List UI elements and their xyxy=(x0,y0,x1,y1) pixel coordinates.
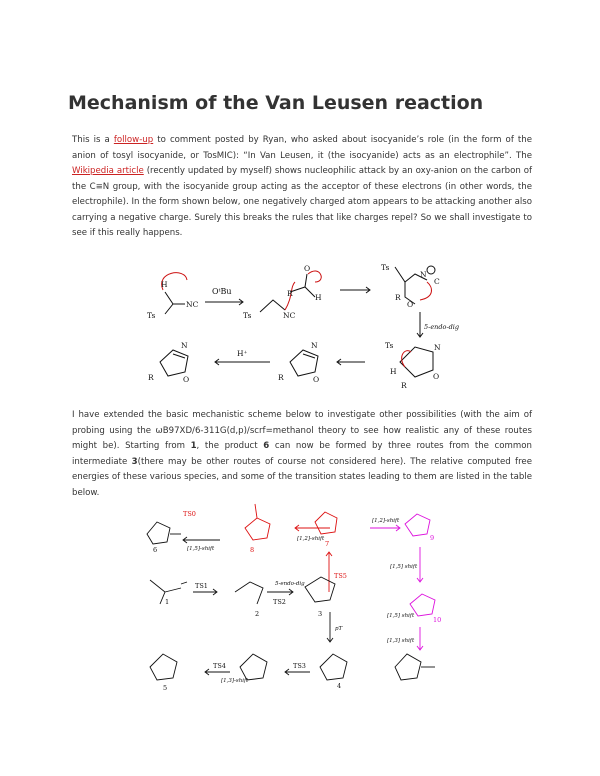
s1-r: R xyxy=(287,289,293,298)
step-label-5: [1,2]-shift xyxy=(372,518,400,524)
s1-n4: N xyxy=(181,341,188,350)
s1-n2: N xyxy=(434,343,441,352)
ts-label-1: TS1 xyxy=(195,582,208,590)
step-label-3: [1,3]-shift xyxy=(221,678,249,684)
compound-label-7: 7 xyxy=(325,540,330,548)
compound-label-6: 6 xyxy=(153,546,158,554)
extended-scheme-paragraph: I have extended the basic mechanistic scheme below to investigate other possibilities (with the aim of probing using the ωB97XD/6-311G(d,p)/scrf=methanol theory to see how realistic any of these routes might be). Starting from 1, the product 6 can now be formed by three routes from the common intermediate 3(there may be other routes of course not considered here). The relative computed free energies of these various species, and some of the transition states leading to them are listed in the table below. xyxy=(72,410,532,498)
s1-ts3: Ts xyxy=(381,263,390,272)
ts-label-0: TS0 xyxy=(183,510,196,518)
s1-n3: N xyxy=(311,341,318,350)
step-label-4: pT xyxy=(335,626,343,632)
step-label-1: [1,5]-shift xyxy=(187,546,215,552)
compound-label-2: 2 xyxy=(255,610,260,618)
compound-label-8: 8 xyxy=(250,546,255,554)
page-title: Mechanism of the Van Leusen reaction xyxy=(68,92,484,114)
compound-label-5: 5 xyxy=(163,684,168,692)
s1-c: C xyxy=(434,277,440,286)
mechanism-scheme-extended xyxy=(125,492,450,772)
s1-nc: NC xyxy=(186,300,199,309)
wikipedia-article-link[interactable]: Wikipedia article xyxy=(72,166,144,176)
s1-ts2: Ts xyxy=(243,311,252,320)
s1-proton: H⁺ xyxy=(237,349,248,358)
s1-o2: O xyxy=(407,300,414,309)
s1-o4: O xyxy=(313,375,320,384)
compound-label-9: 9 xyxy=(430,534,435,542)
s1-r2: R xyxy=(395,293,401,302)
s1-n: N xyxy=(420,270,427,279)
follow-up-link[interactable]: follow-up xyxy=(113,135,154,145)
step-label-2: [1,2]-shift xyxy=(297,536,325,542)
s1-reagent: OᵗBu xyxy=(212,287,232,296)
step-label-8: [1,5] shift xyxy=(387,613,415,619)
s1-o5: O xyxy=(183,375,190,384)
s1-ts: Ts xyxy=(147,311,156,320)
s1-o3: O xyxy=(433,372,440,381)
compound-label-4: 4 xyxy=(337,682,342,690)
step-label-6: [1,5] shift xyxy=(390,564,418,570)
step-label-0: 5-endo-dig xyxy=(275,581,305,587)
s1-ts4: Ts xyxy=(385,341,394,350)
ts-label-3: TS3 xyxy=(293,662,306,670)
s1-r3: R xyxy=(401,381,407,390)
compound-label-3: 3 xyxy=(318,610,323,618)
s1-h2: H xyxy=(315,293,322,302)
compound-label-1: 1 xyxy=(165,598,170,606)
s1-r4: R xyxy=(278,373,284,382)
ts-label-5: TS5 xyxy=(334,572,347,580)
ts-label-4: TS4 xyxy=(213,662,226,670)
s1-nc2: NC xyxy=(283,311,296,320)
s1-h: H xyxy=(161,280,168,289)
s1-cyclization: 5-endo-dig xyxy=(424,323,460,331)
ts-label-2: TS2 xyxy=(273,598,286,606)
s1-h3: H xyxy=(390,367,397,376)
mechanism-scheme-basic xyxy=(115,252,505,410)
intro-paragraph: This is a follow-up to comment posted by Ryan, who asked about isocyanide’s role (in the form of the anion of tosyl isocyanide, or TosMIC): “In Van Leusen, it (the isocyanide) acts as an electrophile”. The Wikipedia article (recently updated by myself) shows nucleophilic attack by an oxy-anion on the carbon of the C≡N group, with the isocyanide group acting as the acceptor of these electrons (in other words, the electrophile). In the form shown below, one negatively charged atom appears to be attacking another also carrying a negative charge. Surely this breaks the rules that like charges repel? So we shall investigate to see if this really happens. xyxy=(72,135,533,238)
compound-label-10: 10 xyxy=(433,616,442,624)
s1-r5: R xyxy=(148,373,154,382)
step-label-7: [1,3] shift xyxy=(387,638,415,644)
s1-o: O xyxy=(304,264,311,273)
